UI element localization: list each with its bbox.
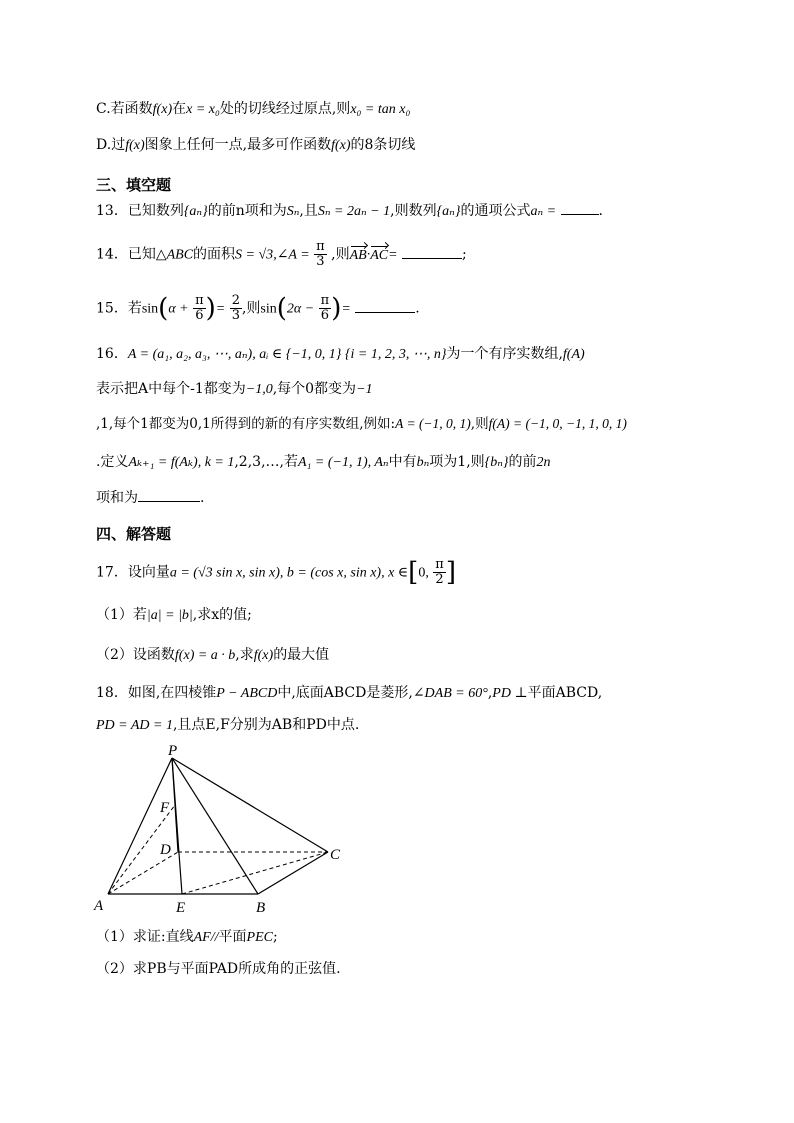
fraction-pi-over-3: $\frac{\pi}{3}$ xyxy=(316,239,325,269)
question-16-line-2: 表示把A中每个-1都变为−1,0,每个0都变为−1 xyxy=(96,381,373,397)
pyramid-figure xyxy=(90,742,350,918)
fraction-pi-over-2: $\frac{\pi}{2}$ xyxy=(435,557,444,587)
option-d: D.过f(x)图象上任何一点,最多可作函数f(x)的8条切线 xyxy=(96,137,416,153)
question-13: 13．已知数列{aₙ}的前n项和为Sₙ,且Sₙ = 2aₙ − 1,则数列{aₙ}的通项公式aₙ = . xyxy=(96,200,603,223)
question-17-part-2: （2）设函数f(x) = a · b,求f(x)的最大值 xyxy=(96,647,330,663)
question-16-line-5: 项和为 . xyxy=(96,487,204,509)
question-18: 18．如图,在四棱锥P − ABCD中,底面ABCD是菱形,∠DAB = 60°,PD ⊥平面ABCD, xyxy=(96,685,603,701)
section-heading-solutions: 四、解答题 xyxy=(96,525,172,543)
fraction-two-thirds: $\frac{2}{3}$ xyxy=(231,293,240,323)
label-d: D xyxy=(160,842,171,858)
question-14: 14．已知△ABC的面积S = √3,∠A = $\frac{\pi}{3}$ ,则AB·AC= ; xyxy=(96,239,467,269)
answer-blank[interactable] xyxy=(561,200,599,215)
vector-ab: AB xyxy=(350,245,367,267)
question-18-part-2: （2）求PB与平面PAD所成角的正弦值. xyxy=(96,961,341,977)
option-c: C.若函数f(x)在x = x₀处的切线经过原点,则x₀ = tan x₀ xyxy=(96,101,411,117)
question-16-line-3: ,1,每个1都变为0,1所得到的新的有序实数组,例如:A = (−1, 0, 1),则f(A) = (−1, 0, −1, 1, 0, 1) xyxy=(96,416,627,432)
fraction-pi-over-6: $\frac{\pi}{6}$ xyxy=(195,293,204,323)
label-a: A xyxy=(94,898,104,914)
edge-pa xyxy=(108,758,172,894)
answer-blank[interactable] xyxy=(355,298,415,313)
question-16-line-4: .定义Aₖ₊₁ = f(Aₖ), k = 1,2,3,…,若A₁ = (−1, 1), Aₙ中有bₙ项为1,则{bₙ}的前2n xyxy=(96,454,551,470)
question-18-line-2: PD = AD = 1,且点E,F分别为AB和PD中点. xyxy=(96,717,360,733)
segment-ec xyxy=(182,852,328,894)
question-16-line-1: 16．A = (a₁, a₂, a₃, ⋯, aₙ), aᵢ ∈ {−1, 0, 1} {i = 1, 2, 3, ⋯, n}为一个有序实数组,f(A) xyxy=(96,346,585,362)
question-18-part-1: （1）求证:直线AF//平面PEC; xyxy=(96,929,278,945)
answer-blank[interactable] xyxy=(138,487,200,502)
label-e: E xyxy=(176,900,186,916)
label-p: P xyxy=(168,743,178,759)
question-17-part-1: （1）若|a| = |b|,求x的值; xyxy=(96,607,252,623)
question-15: 15．若sin(α + $\frac{\pi}{6}$ )= $\frac{2}{3}$ ,则sin(2α − $\frac{\pi}{6}$ )= . xyxy=(96,293,420,324)
edge-pc xyxy=(172,758,328,852)
label-b: B xyxy=(256,900,266,916)
edge-pb xyxy=(172,758,258,894)
answer-blank[interactable] xyxy=(402,244,462,259)
question-17: 17．设向量a = (√3 sin x, sin x), b = (cos x, sin x), x ∈[0, $\frac{\pi}{2}$ ] xyxy=(96,557,456,588)
label-f: F xyxy=(160,800,170,816)
vector-ac: AC xyxy=(370,245,388,267)
label-c: C xyxy=(330,847,341,863)
section-heading-fill-in: 三、填空题 xyxy=(96,176,172,194)
edge-bc xyxy=(258,852,328,894)
fraction-pi-over-6-b: $\frac{\pi}{6}$ xyxy=(320,293,330,323)
